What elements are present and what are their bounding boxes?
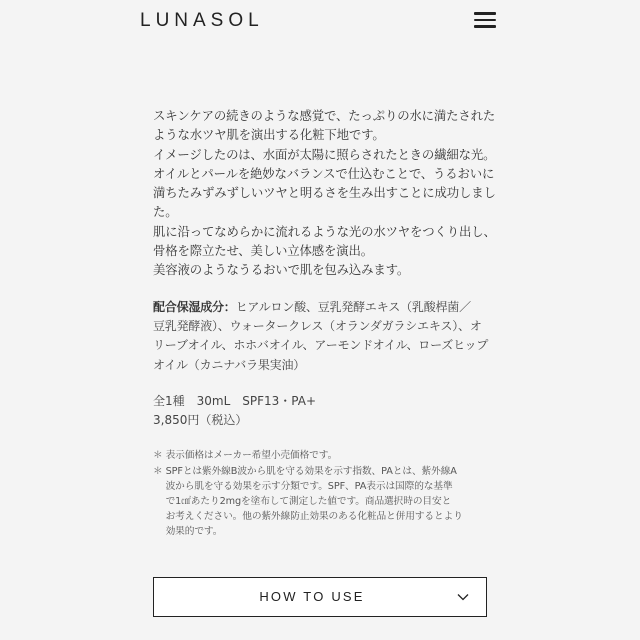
description-line: ような水ツヤ肌を演出する化粧下地です。 [153, 127, 385, 143]
note-line: お考えください。他の紫外線防止効果のある化粧品と併用するとより [153, 511, 463, 523]
note-line: で1㎠あたり2mgを塗布して測定した値です。商品選択時の目安と [153, 496, 452, 508]
menu-bar [474, 12, 496, 15]
ingredients-line: リーブオイル、ホホバオイル、アーモンドオイル、ローズヒップ [153, 338, 489, 353]
note-line: 波から肌を守る効果を示す分類です。SPF、PA表示は国際的な基準 [153, 480, 453, 492]
description-line: 肌に沿ってなめらかに流れるような光の水ツヤをつくり出し、 [153, 223, 496, 239]
menu-bar [474, 19, 496, 22]
hamburger-menu-icon[interactable] [474, 11, 496, 29]
brand-logo[interactable]: LUNASOL [140, 10, 264, 31]
ingredients-line: 豆乳発酵液）、ウォータークレス（オランダガラシエキス）、オ [153, 318, 482, 333]
chevron-down-icon [457, 591, 469, 603]
product-spec [153, 392, 493, 431]
description-line: スキンケアの続きのような感覚で、たっぷりの水に満たされた [153, 108, 496, 123]
note-line: 効果的です。 [153, 526, 223, 538]
header [0, 0, 640, 48]
note-line: ＊ 表示価格はメーカー希望小売価格です。 [153, 450, 338, 462]
description-line: 美容液のようなうるおいで肌を包み込みます。 [153, 262, 410, 278]
notes-section [153, 448, 493, 539]
description-line: た。 [153, 204, 178, 220]
ingredients-line: オイル（カニナバラ果実油） [153, 357, 306, 372]
description-line: 満ちたみずみずしいツヤと明るさを生み出すことに成功しまし [153, 185, 496, 201]
how-to-use-label: HOW TO USE [259, 589, 365, 604]
price: 3,850円（税込） [153, 413, 248, 428]
note-line: ＊ SPFとは紫外線B波から肌を守る効果を示す指数、PAとは、紫外線A [153, 465, 457, 477]
description-line: イメージしたのは、水面が太陽に照らされたときの繊細な光。 [153, 146, 496, 162]
ingredients-label: 配合保湿成分： [153, 299, 236, 314]
description-line: 骨格を際立たせ、美しい立体感を演出。 [153, 243, 373, 259]
ingredients-section [153, 298, 493, 375]
menu-bar [474, 25, 496, 28]
ingredients-text: ヒアルロン酸、豆乳発酵エキス（乳酸桿菌／ [235, 299, 471, 314]
variant-info: 全1種 30mL SPF13・PA+ [153, 393, 317, 408]
ingredients-line [153, 298, 493, 317]
how-to-use-button[interactable] [153, 577, 487, 617]
product-details [153, 106, 496, 540]
description-line: オイルとパールを絶妙なバランスで仕込むことで、うるおいに [153, 165, 495, 181]
product-description [153, 106, 496, 280]
